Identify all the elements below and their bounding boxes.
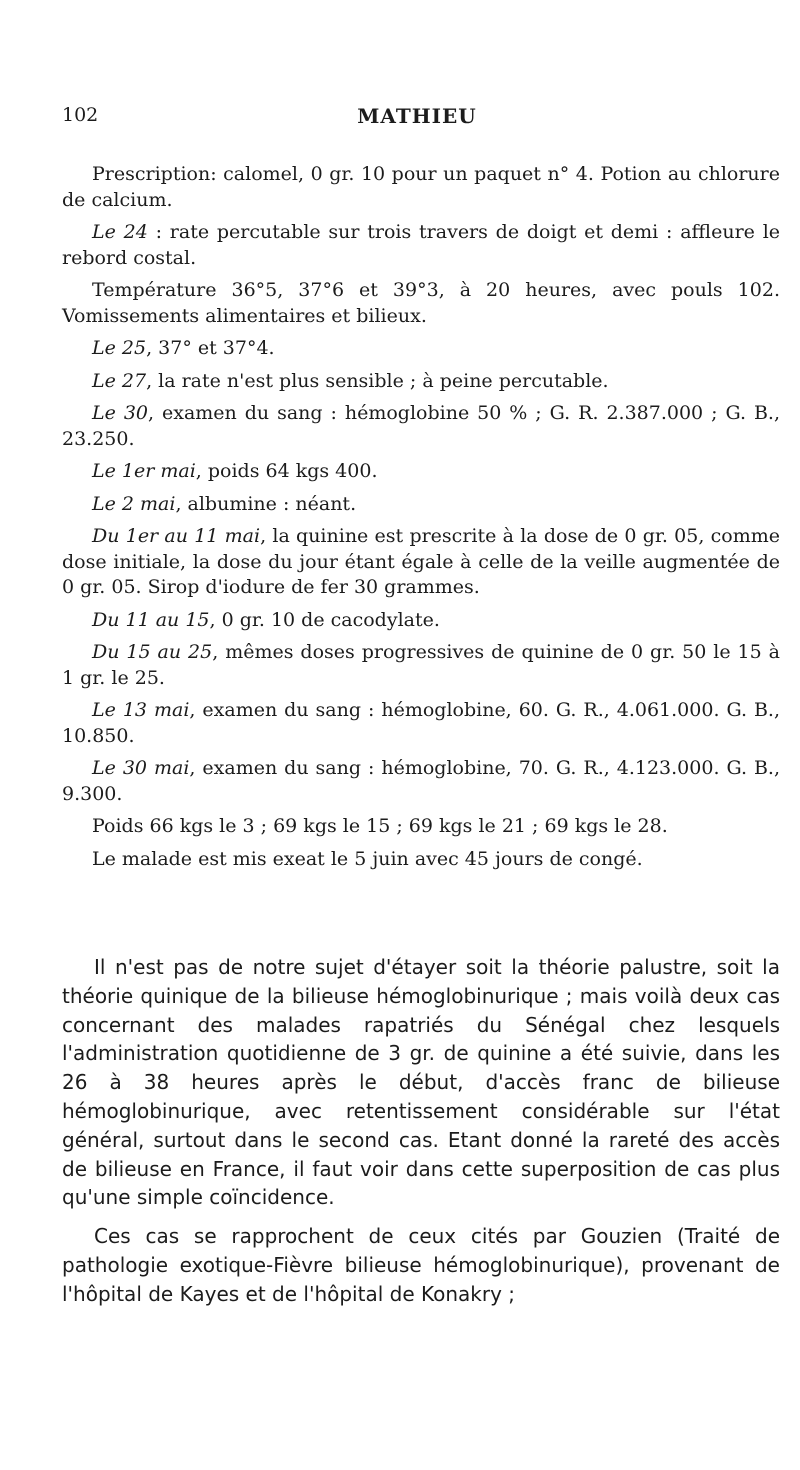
- clinical-entry: [62, 492, 780, 518]
- clinical-entry: [62, 162, 780, 213]
- entry-text: , 0 gr. 10 de cacodylate.: [209, 608, 440, 631]
- clinical-entry: [62, 401, 780, 452]
- page-header: [62, 104, 772, 134]
- entry-text: : rate percutable sur trois travers de doigt et demi : affleure le rebord costal.: [62, 221, 781, 269]
- entry-text: , mêmes doses progressives de quinine de 0 gr. 50 le 15 à 1 gr. le 25.: [62, 641, 781, 689]
- entry-date: Le 24: [92, 221, 148, 243]
- entry-text: Température 36°5, 37°6 et 39°3, à 20 heures, avec pouls 102. Vomissements alimentaires et bilieux.: [62, 279, 780, 327]
- clinical-entry: [62, 278, 780, 329]
- entry-date: Le 2 mai: [92, 492, 176, 515]
- clinical-entry: [62, 608, 780, 634]
- entry-date: Du 15 au 25: [92, 641, 213, 663]
- entry-text: , la rate n'est plus sensible ; à peine percutable.: [146, 369, 609, 392]
- entry-text: , albumine : néant.: [175, 492, 357, 515]
- entry-date: Le 25: [92, 337, 147, 359]
- entry-date: Le 30 mai: [92, 757, 190, 779]
- clinical-entry: [62, 459, 780, 485]
- running-title: MATHIEU: [357, 104, 477, 128]
- clinical-entry: [62, 814, 780, 840]
- entry-text: , examen du sang : hémoglobine 50 % ; G. R. 2.387.000 ; G. B., 23.250.: [62, 402, 780, 450]
- clinical-entry: [62, 847, 780, 873]
- entry-text: , examen du sang : hémoglobine, 60. G. R., 4.061.000. G. B., 10.850.: [62, 699, 780, 747]
- clinical-entry: [62, 756, 780, 807]
- entry-text: , examen du sang : hémoglobine, 70. G. R., 4.123.000. G. B., 9.300.: [62, 757, 780, 805]
- clinical-entry: [62, 336, 780, 362]
- entry-date: Le 27: [92, 369, 147, 392]
- entry-text: , 37° et 37°4.: [146, 337, 275, 359]
- clinical-entry: [62, 640, 780, 691]
- discussion-paragraph: Ces cas se rapprochent de ceux cités par Gouzien (Traité de pathologie exotique-Fièvre bilieuse hémoglobinurique), provenant de l'hôpital de Kayes et de l'hôpital de Konakry ;: [62, 1224, 780, 1306]
- entry-date: Le 13 mai: [92, 699, 190, 721]
- discussion-paragraph: Il n'est pas de notre sujet d'étayer soit la théorie palustre, soit la théorie quinique de la bilieuse hémoglobinurique ; mais voilà deux cas concernant des malades rapatriés du Sénégal chez lesquels l'administration quotidienne de 3 gr. de quinine a été suivie, dans les 26 à 38 heures après le début, d'accès franc de bilieuse hémoglobinurique, avec retentissement considérable sur l'état général, surtout dans le second cas. Etant donné la rareté des accès de bilieuse en France, il faut voir dans cette superposition de cas plus qu'une simple coïncidence.: [62, 955, 780, 1210]
- entry-date: Le 1er mai: [92, 460, 196, 482]
- page-number: 102: [62, 104, 99, 126]
- page-body: [62, 162, 780, 1319]
- entry-date: Du 11 au 15: [92, 608, 210, 631]
- section-gap: [62, 879, 780, 953]
- entry-text: Poids 66 kgs le 3 ; 69 kgs le 15 ; 69 kgs le 21 ; 69 kgs le 28.: [92, 815, 668, 837]
- entry-text: Le malade est mis exeat le 5 juin avec 45 jours de congé.: [92, 847, 643, 870]
- entry-text: Prescription: calomel, 0 gr. 10 pour un paquet n° 4. Potion au chlorure de calcium.: [62, 163, 780, 211]
- entry-text: , poids 64 kgs 400.: [195, 460, 378, 482]
- entry-date: Du 1er au 11 mai: [92, 525, 261, 547]
- clinical-entry: [62, 698, 780, 749]
- clinical-entry: [62, 220, 780, 271]
- entry-text: , la quinine est prescrite à la dose de 0 gr. 05, comme dose initiale, la dose du jour étant égale à celle de la veille augmentée de 0 gr. 05. Sirop d'iodure de fer 30 grammes.: [62, 525, 780, 598]
- entry-date: Le 30: [92, 402, 148, 424]
- clinical-entry: [62, 524, 780, 601]
- clinical-entry: [62, 369, 780, 395]
